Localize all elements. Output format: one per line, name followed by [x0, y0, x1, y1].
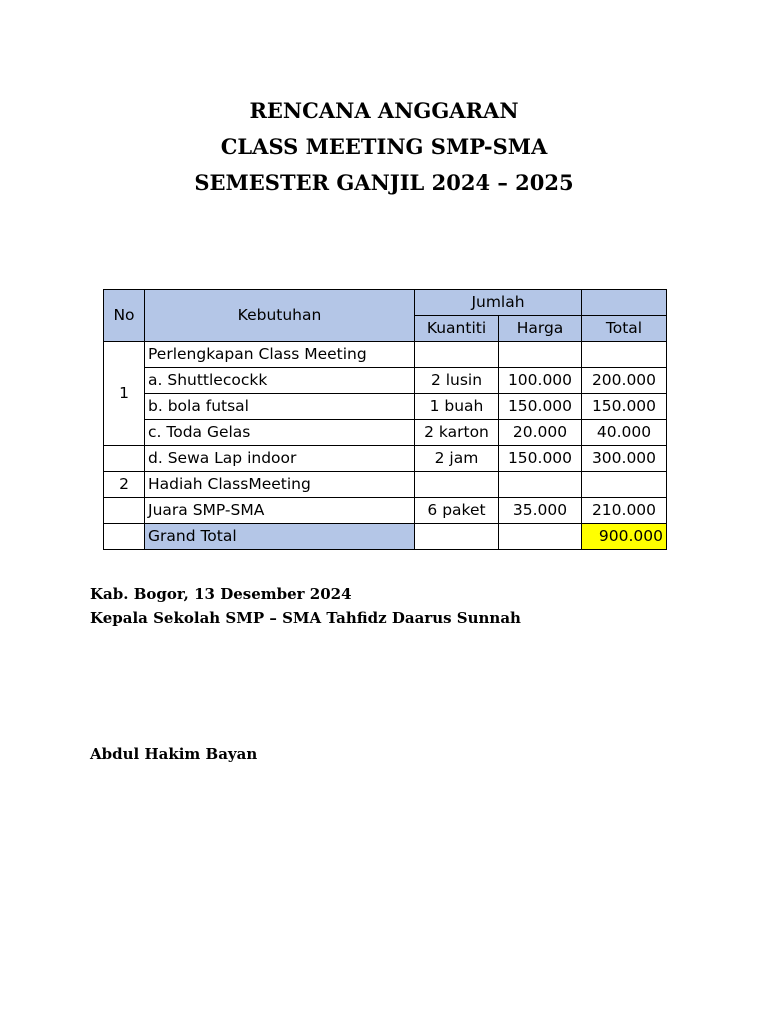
- header-total: Total: [582, 316, 667, 342]
- item-price: [499, 342, 582, 368]
- grand-total-no: [104, 524, 145, 550]
- table-row: [104, 472, 667, 498]
- row-number: [104, 446, 145, 472]
- item-quantity: 2 lusin: [415, 368, 499, 394]
- item-name: Hadiah ClassMeeting: [145, 472, 415, 498]
- title-line-1: RENCANA ANGGARAN: [249, 98, 519, 123]
- row-number-2: 2: [104, 472, 145, 498]
- table-row: [104, 498, 667, 524]
- table-header-row: [104, 290, 667, 316]
- item-total: 150.000: [582, 394, 667, 420]
- header-no: No: [104, 290, 145, 342]
- header-kuantiti: Kuantiti: [415, 316, 499, 342]
- item-total: 300.000: [582, 446, 667, 472]
- table-row: [104, 342, 667, 368]
- header-blank: [582, 290, 667, 316]
- item-name: c. Toda Gelas: [145, 420, 415, 446]
- signer-position: Kepala Sekolah SMP – SMA Tahfidz Daarus Sunnah: [90, 609, 521, 627]
- item-total: 40.000: [582, 420, 667, 446]
- table-row: [104, 446, 667, 472]
- item-quantity: 2 jam: [415, 446, 499, 472]
- title-line-3: SEMESTER GANJIL 2024 – 2025: [194, 170, 574, 195]
- item-quantity: 1 buah: [415, 394, 499, 420]
- document-title: [0, 93, 768, 201]
- item-total: [582, 472, 667, 498]
- item-name: b. bola futsal: [145, 394, 415, 420]
- table-row: [104, 394, 667, 420]
- item-quantity: 6 paket: [415, 498, 499, 524]
- header-jumlah: Jumlah: [415, 290, 582, 316]
- item-price: 35.000: [499, 498, 582, 524]
- grand-total-label: Grand Total: [145, 524, 415, 550]
- item-total: 200.000: [582, 368, 667, 394]
- item-price: [499, 472, 582, 498]
- grand-total-quantity: [415, 524, 499, 550]
- item-quantity: 2 karton: [415, 420, 499, 446]
- item-name: d. Sewa Lap indoor: [145, 446, 415, 472]
- budget-table: [103, 289, 667, 550]
- item-quantity: [415, 342, 499, 368]
- grand-total-row: [104, 524, 667, 550]
- item-name: Juara SMP-SMA: [145, 498, 415, 524]
- row-number: [104, 498, 145, 524]
- table-row: [104, 368, 667, 394]
- title-line-2: CLASS MEETING SMP-SMA: [220, 134, 548, 159]
- item-quantity: [415, 472, 499, 498]
- header-kebutuhan: Kebutuhan: [145, 290, 415, 342]
- place-date: Kab. Bogor, 13 Desember 2024: [90, 585, 352, 603]
- item-name: Perlengkapan Class Meeting: [145, 342, 415, 368]
- item-price: 20.000: [499, 420, 582, 446]
- row-number-1: 1: [104, 342, 145, 446]
- grand-total-price: [499, 524, 582, 550]
- signature-block: [90, 582, 521, 630]
- item-total: 210.000: [582, 498, 667, 524]
- item-price: 150.000: [499, 446, 582, 472]
- item-price: 150.000: [499, 394, 582, 420]
- table-row: [104, 420, 667, 446]
- signer-name: Abdul Hakim Bayan: [90, 745, 258, 763]
- item-price: 100.000: [499, 368, 582, 394]
- item-total: [582, 342, 667, 368]
- item-name: a. Shuttlecockk: [145, 368, 415, 394]
- grand-total-value: 900.000: [582, 524, 667, 550]
- header-harga: Harga: [499, 316, 582, 342]
